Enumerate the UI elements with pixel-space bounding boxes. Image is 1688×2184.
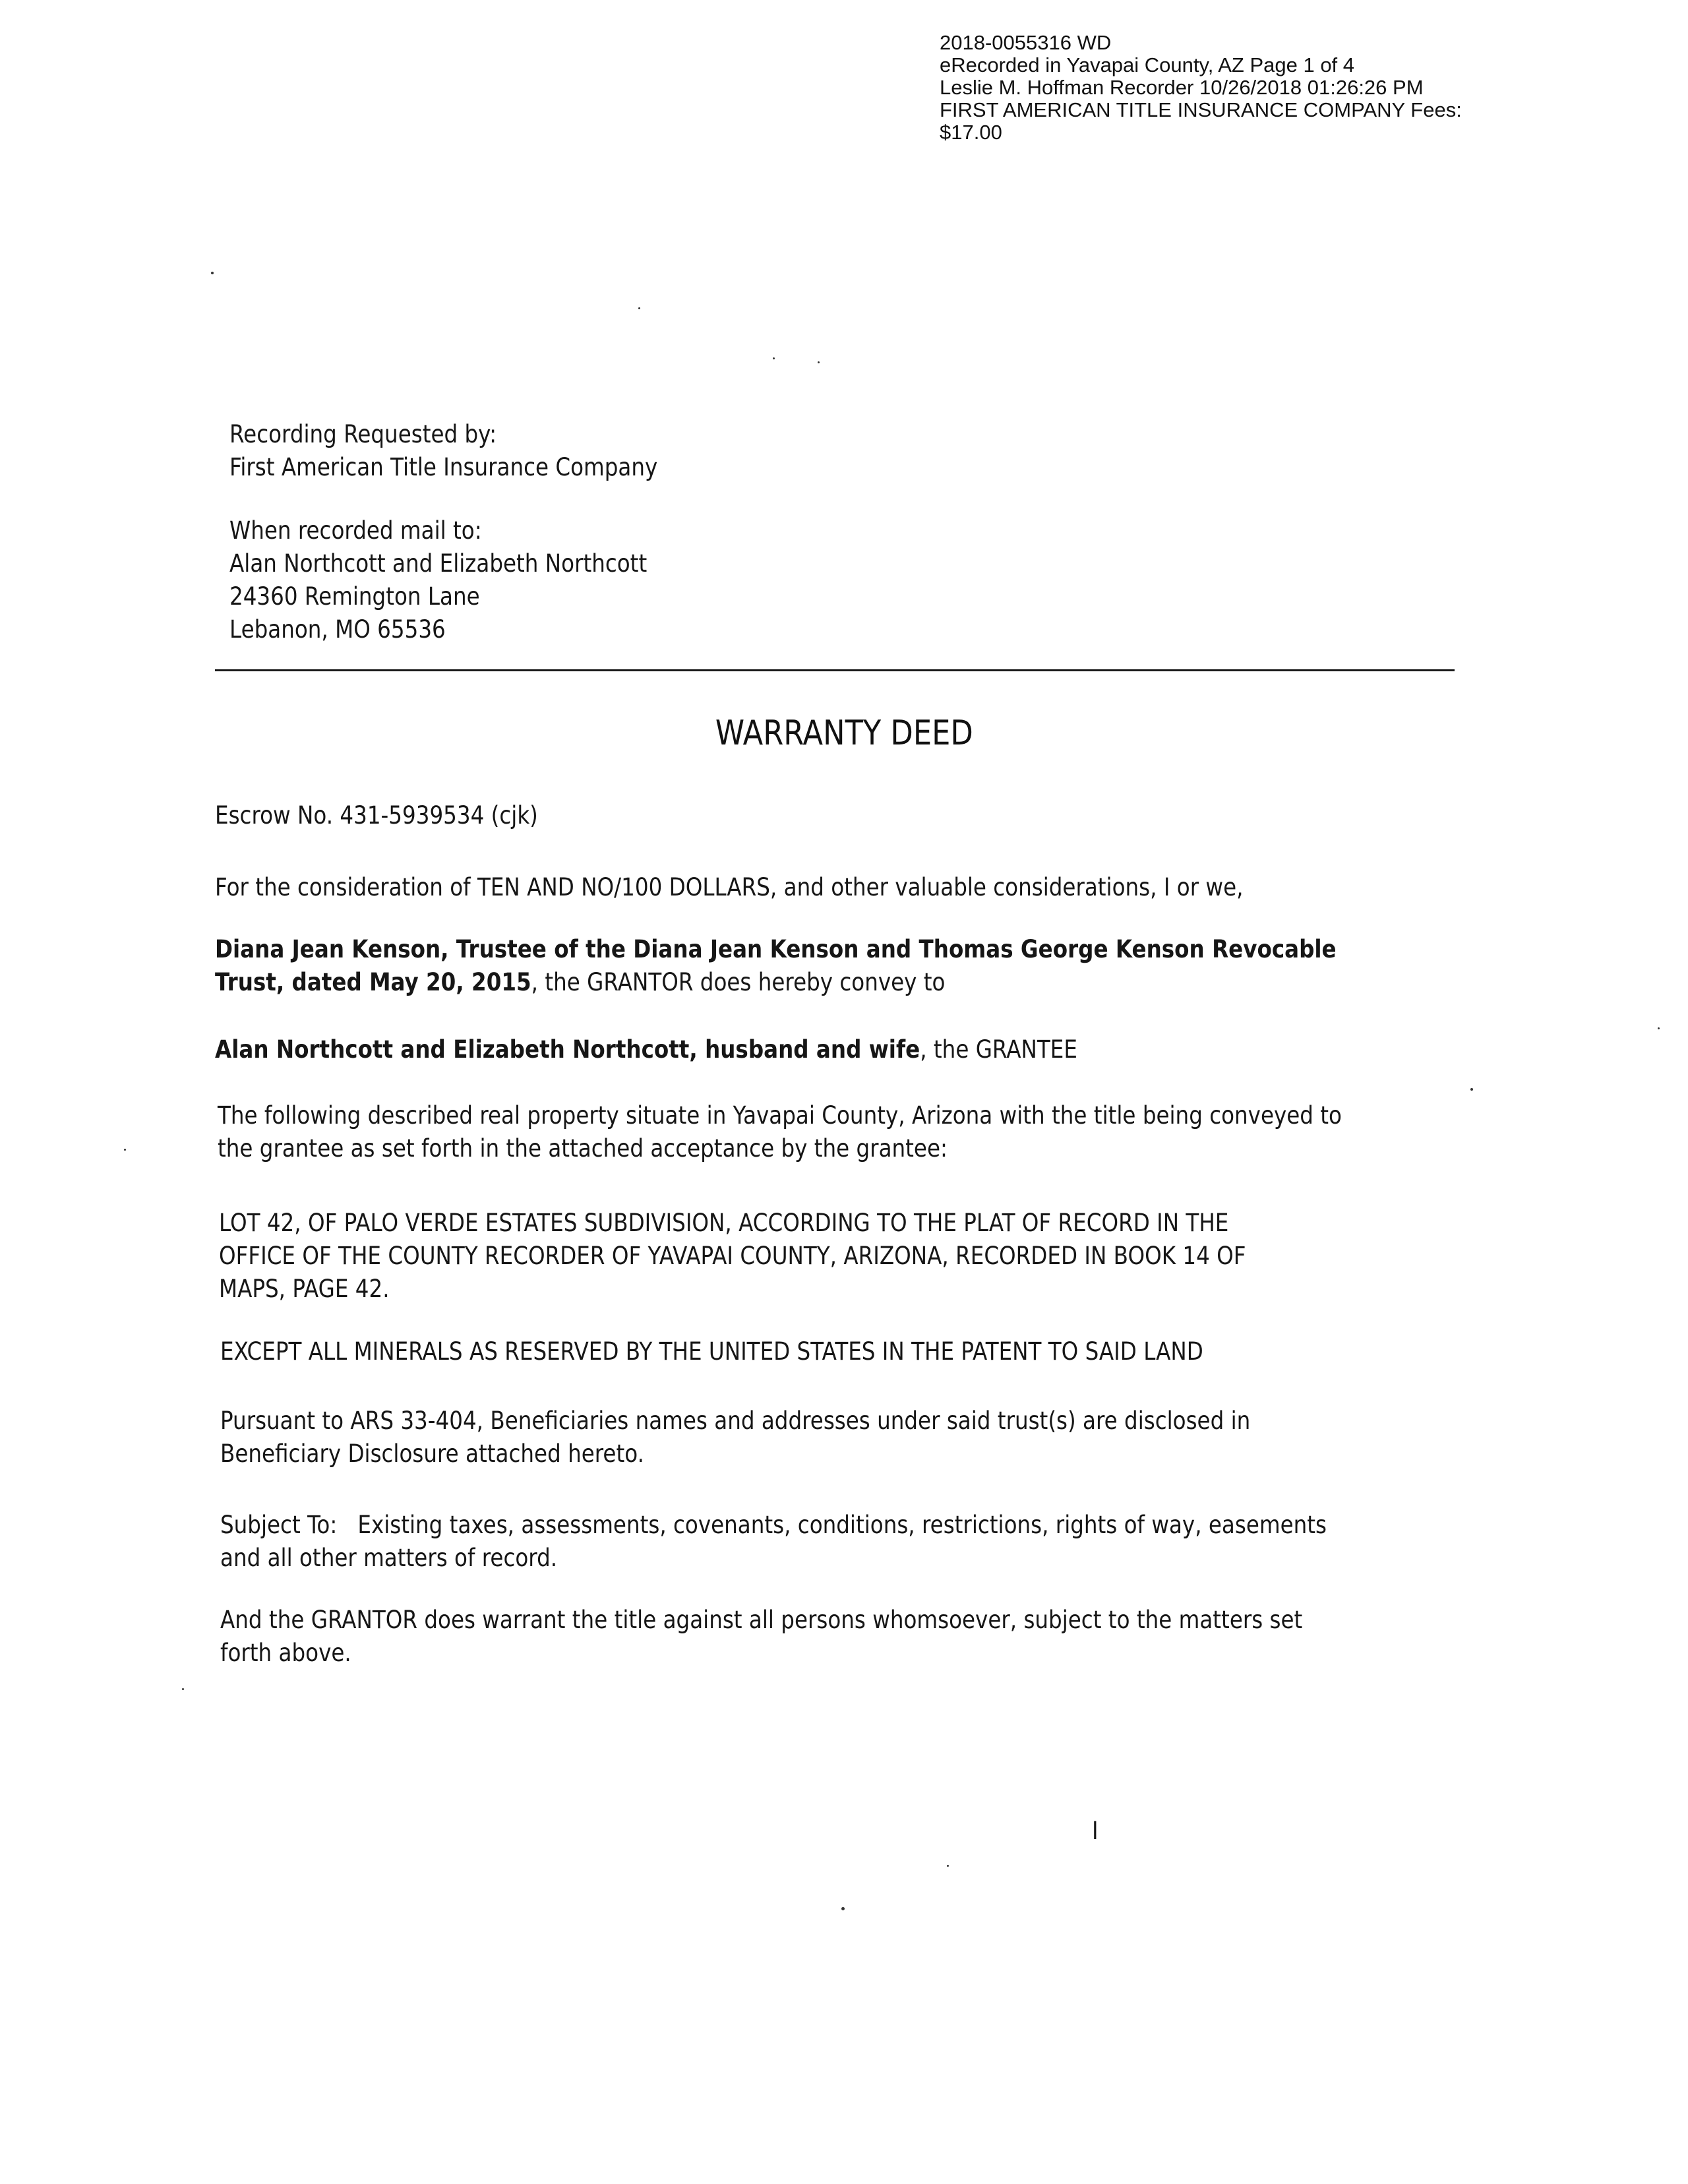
beneficiary-disclosure-paragraph: Pursuant to ARS 33-404, Beneficiaries names and addresses under said trust(s) are disclosed in Beneficiary Disclosure attached hereto. — [220, 1407, 1251, 1468]
stamp-company-fees: FIRST AMERICAN TITLE INSURANCE COMPANY Fees: — [940, 98, 1462, 121]
scan-speck — [638, 307, 640, 309]
scan-speck — [841, 1907, 845, 1910]
grantor-name-line1: Diana Jean Kenson, Trustee of the Diana Jean Kenson and Thomas George Kenson Revocable — [215, 935, 1337, 963]
scan-speck — [947, 1865, 949, 1867]
header-divider — [215, 669, 1455, 671]
mail-to-block — [229, 514, 647, 646]
recording-stamp — [940, 32, 1573, 144]
grantor-convey-text: , the GRANTOR does hereby convey to — [531, 968, 946, 996]
scan-speck — [211, 272, 214, 274]
stamp-document-number: 2018-0055316 WD — [940, 31, 1112, 54]
subject-to-paragraph: Subject To: Existing taxes, assessments, covenants, conditions, restrictions, rights of way, easements and all other matters of record. — [220, 1511, 1327, 1572]
mineral-exception: EXCEPT ALL MINERALS AS RESERVED BY THE UNITED STATES IN THE PATENT TO SAID LAND — [220, 1337, 1203, 1366]
grantee-name: Alan Northcott and Elizabeth Northcott, husband and wife — [215, 1035, 920, 1064]
scan-speck — [182, 1688, 184, 1690]
warranty-paragraph: And the GRANTOR does warrant the title against all persons whomsoever, subject to the matters set forth above. — [220, 1606, 1303, 1667]
mail-to-label: When recorded mail to: — [229, 516, 482, 545]
stamp-fee-amount: $17.00 — [940, 121, 1002, 144]
stamp-recorder-datetime: Leslie M. Hoffman Recorder 10/26/2018 01:26:26 PM — [940, 76, 1424, 99]
grantee-paragraph — [215, 1033, 1077, 1066]
page-mark: I — [1092, 1817, 1099, 1845]
grantor-paragraph — [215, 933, 1337, 999]
scan-speck — [1658, 1027, 1660, 1029]
scan-speck — [1470, 1088, 1473, 1091]
escrow-number: Escrow No. 431-5939534 (cjk) — [215, 801, 538, 830]
recording-requested-block — [229, 418, 657, 484]
scan-speck — [818, 361, 820, 363]
scan-speck — [773, 357, 775, 359]
stamp-recorded-county: eRecorded in Yavapai County, AZ Page 1 of 4 — [940, 53, 1355, 76]
grantor-name-line2: Trust, dated May 20, 2015 — [215, 968, 531, 996]
property-intro-paragraph: The following described real property situate in Yavapai County, Arizona with the title being conveyed to the grantee as set forth in the attached acceptance by the grantee: — [218, 1101, 1342, 1163]
legal-description: LOT 42, OF PALO VERDE ESTATES SUBDIVISION, ACCORDING TO THE PLAT OF RECORD IN THE OFFICE OF THE COUNTY RECORDER OF YAVAPAI COUNTY, ARIZONA, RECORDED IN BOOK 14 OF MAPS, PAGE 42. — [219, 1209, 1246, 1303]
mail-to-name: Alan Northcott and Elizabeth Northcott — [229, 549, 648, 578]
mail-to-city: Lebanon, MO 65536 — [229, 615, 446, 644]
scan-speck — [124, 1149, 126, 1151]
recording-requested-label: Recording Requested by: — [229, 420, 497, 448]
consideration-paragraph: For the consideration of TEN AND NO/100 DOLLARS, and other valuable considerations, I or we, — [215, 873, 1244, 901]
grantee-label: , the GRANTEE — [920, 1035, 1077, 1064]
recording-requested-company: First American Title Insurance Company — [229, 453, 658, 481]
mail-to-street: 24360 Remington Lane — [229, 582, 480, 611]
document-title: WARRANTY DEED — [715, 713, 973, 753]
